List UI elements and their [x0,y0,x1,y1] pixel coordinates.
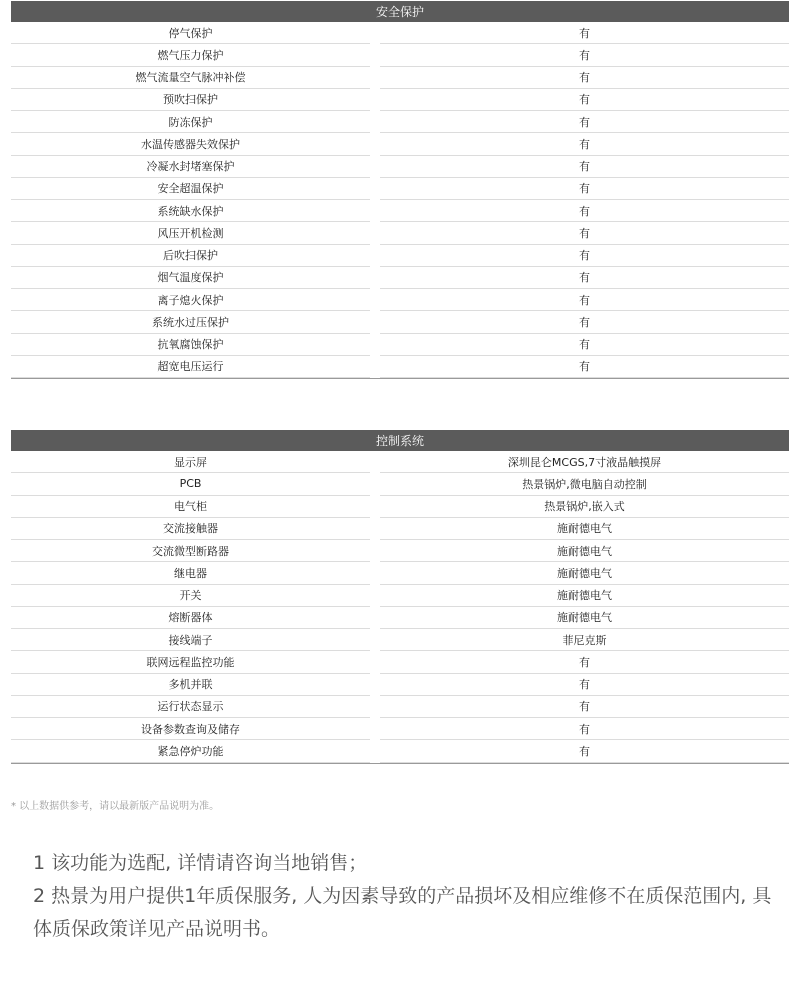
row-value: 施耐德电气 [380,585,789,607]
table-row [11,585,789,607]
row-value: 有 [380,334,789,356]
row-value: 有 [380,289,789,311]
row-value: 有 [380,356,789,378]
row-label: 继电器 [11,562,370,584]
table-row [11,44,789,66]
row-label: 防冻保护 [11,111,370,133]
row-label: 熔断器体 [11,607,370,629]
row-value: 有 [380,222,789,244]
row-value: 有 [380,133,789,155]
safety-header: 安全保护 [11,1,789,22]
row-label: 停气保护 [11,22,370,44]
table-row [11,496,789,518]
table-row [11,696,789,718]
row-label: 多机并联 [11,674,370,696]
row-value: 有 [380,178,789,200]
control-table [11,430,789,764]
row-value: 有 [380,267,789,289]
row-label: PCB [11,473,370,495]
row-value: 有 [380,245,789,267]
row-label: 超宽电压运行 [11,356,370,378]
row-value: 热景锅炉,嵌入式 [380,496,789,518]
table-row [11,674,789,696]
notes [33,847,773,946]
table-row [11,245,789,267]
table-row [11,356,789,378]
row-label: 安全超温保护 [11,178,370,200]
row-value: 有 [380,674,789,696]
table-row [11,740,789,762]
row-value: 施耐德电气 [380,540,789,562]
row-label: 抗氧腐蚀保护 [11,334,370,356]
table-row [11,473,789,495]
table-row [11,540,789,562]
row-label: 交流微型断路器 [11,540,370,562]
table-row [11,200,789,222]
row-value: 热景锅炉,微电脑自动控制 [380,473,789,495]
table-row [11,451,789,473]
table-row [11,133,789,155]
row-value: 施耐德电气 [380,607,789,629]
row-value: 有 [380,44,789,66]
table-row [11,89,789,111]
row-value: 施耐德电气 [380,562,789,584]
table-row [11,562,789,584]
table-row [11,518,789,540]
row-value: 有 [380,89,789,111]
control-header: 控制系统 [11,430,789,451]
row-label: 后吹扫保护 [11,245,370,267]
row-label: 联网远程监控功能 [11,651,370,673]
note-2: 2 热景为用户提供1年质保服务, 人为因素导致的产品损坏及相应维修不在质保范围内, 具体质保政策详见产品说明书。 [33,885,772,940]
row-value: 有 [380,311,789,333]
table-row [11,111,789,133]
table-row [11,629,789,651]
footnote: * 以上数据供参考，请以最新版产品说明为准。 [11,801,220,812]
table-row [11,156,789,178]
table-row [11,311,789,333]
table-row [11,178,789,200]
row-value: 有 [380,718,789,740]
safety-table [11,1,789,379]
row-value: 有 [380,156,789,178]
row-label: 风压开机检测 [11,222,370,244]
table-row [11,289,789,311]
safety-bottom-line [11,378,789,379]
row-label: 电气柜 [11,496,370,518]
row-label: 冷凝水封堵塞保护 [11,156,370,178]
control-bottom-line [11,763,789,764]
control-rows [11,451,789,763]
row-value: 有 [380,740,789,762]
row-label: 烟气温度保护 [11,267,370,289]
table-row [11,718,789,740]
row-label: 显示屏 [11,451,370,473]
row-label: 水温传感器失效保护 [11,133,370,155]
note-1: 1 该功能为选配, 详情请咨询当地销售； [33,852,368,874]
row-label: 设备参数查询及储存 [11,718,370,740]
row-label: 运行状态显示 [11,696,370,718]
row-label: 系统缺水保护 [11,200,370,222]
row-label: 开关 [11,585,370,607]
row-value: 深圳昆仑MCGS,7寸液晶触摸屏 [380,451,789,473]
table-row [11,267,789,289]
table-row [11,22,789,44]
row-label: 燃气流量空气脉冲补偿 [11,67,370,89]
row-label: 接线端子 [11,629,370,651]
table-row [11,651,789,673]
row-value: 有 [380,111,789,133]
row-value: 有 [380,200,789,222]
row-value: 菲尼克斯 [380,629,789,651]
table-row [11,334,789,356]
safety-rows [11,22,789,378]
row-label: 紧急停炉功能 [11,740,370,762]
row-label: 预吹扫保护 [11,89,370,111]
row-label: 系统水过压保护 [11,311,370,333]
row-value: 有 [380,67,789,89]
row-label: 离子熄火保护 [11,289,370,311]
table-row [11,67,789,89]
row-value: 有 [380,651,789,673]
table-row [11,222,789,244]
row-label: 燃气压力保护 [11,44,370,66]
row-label: 交流接触器 [11,518,370,540]
row-value: 有 [380,696,789,718]
row-value: 施耐德电气 [380,518,789,540]
table-row [11,607,789,629]
row-value: 有 [380,22,789,44]
